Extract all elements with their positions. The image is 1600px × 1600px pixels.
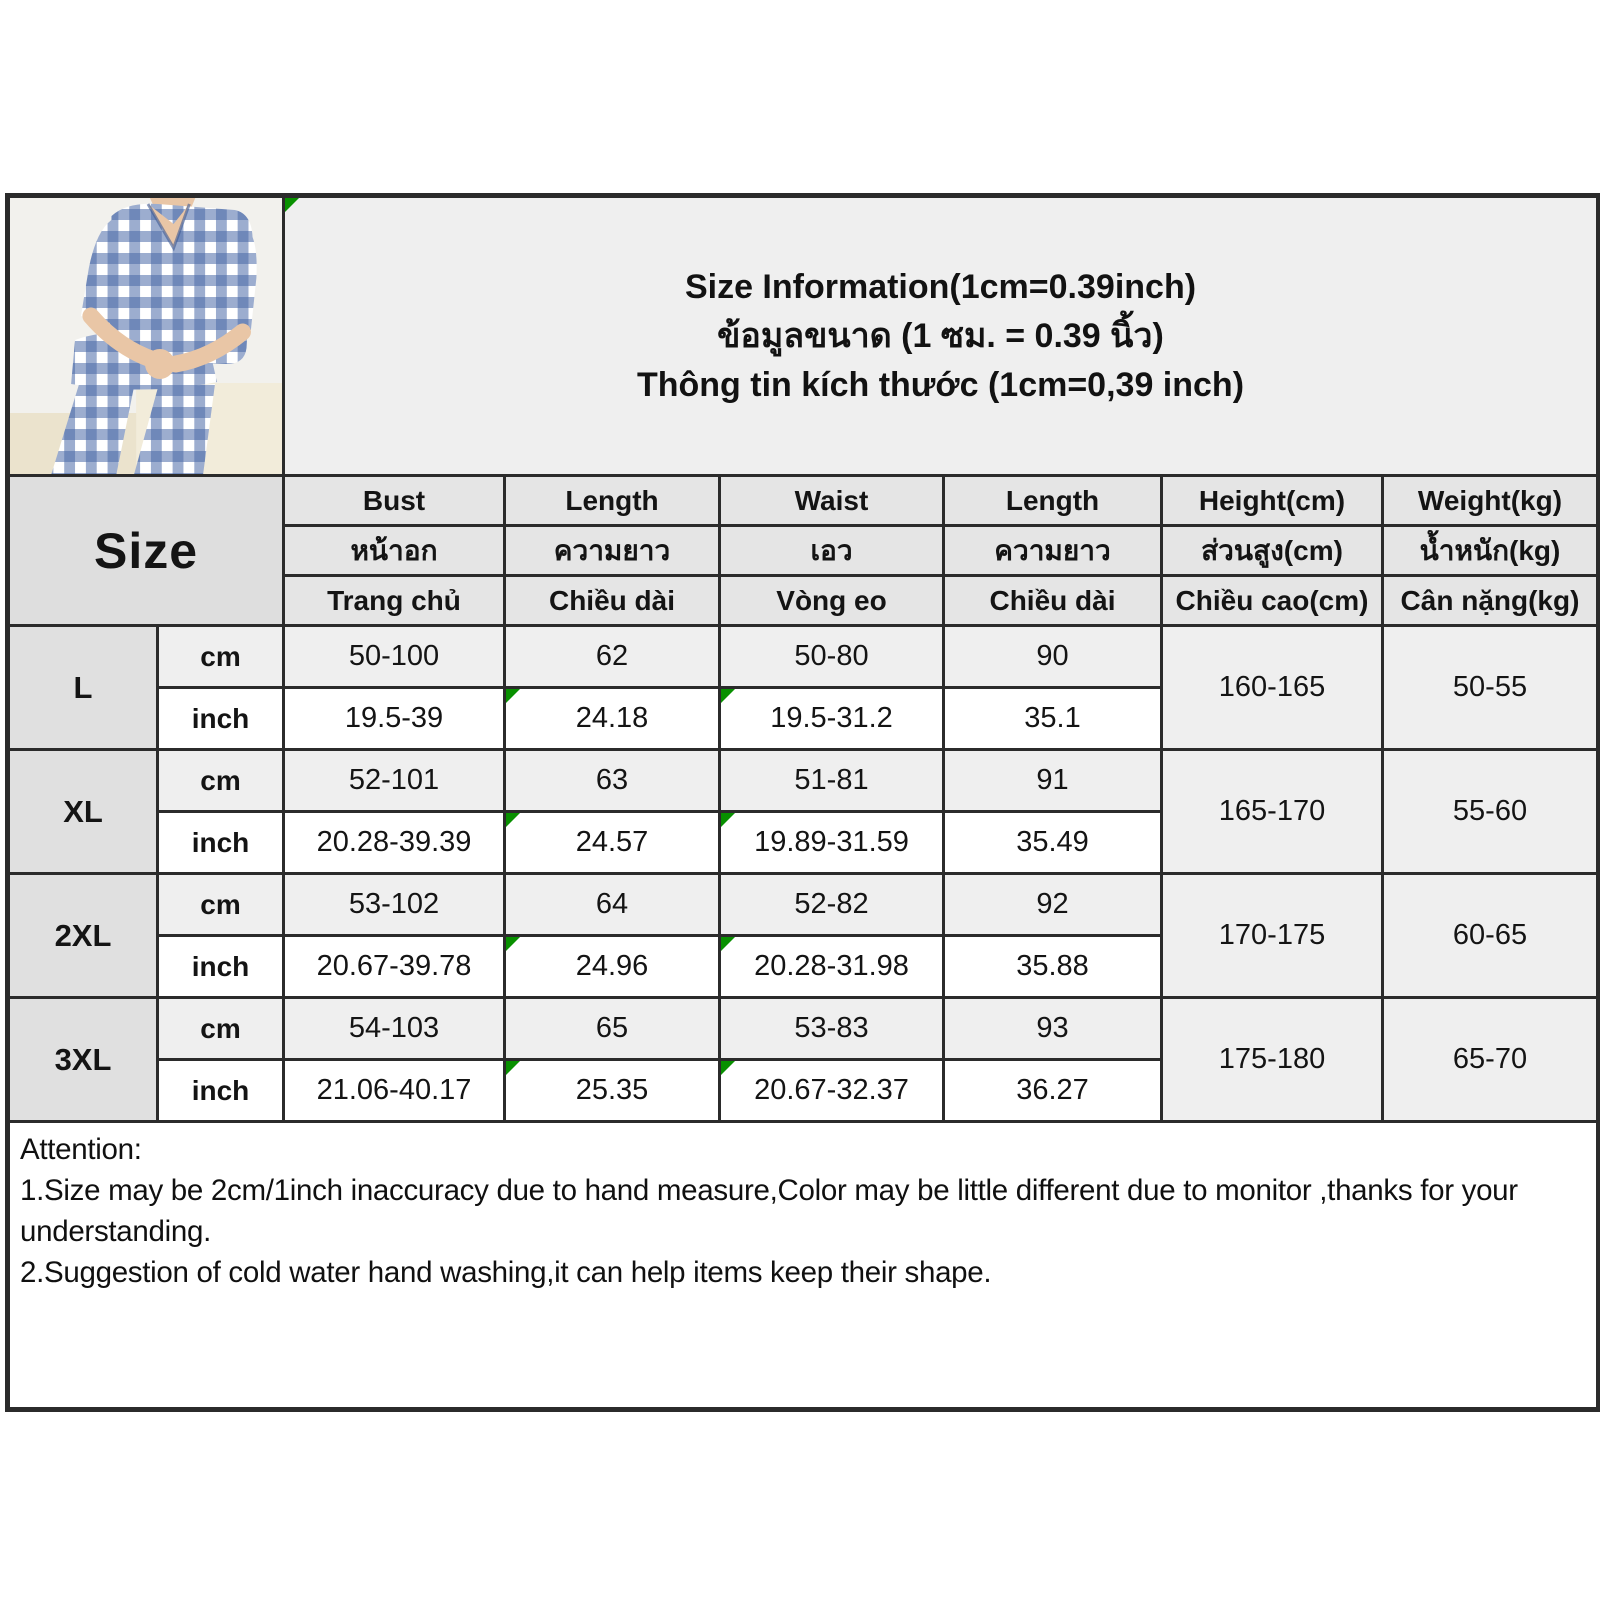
- row-XL-cm: [8, 750, 1599, 812]
- cell-value: 19.5-31.2: [770, 702, 893, 734]
- cell-waist-inch: [720, 812, 944, 874]
- col-header-length2-en: Length: [944, 476, 1162, 526]
- excel-marker-icon: [721, 689, 735, 703]
- cell-bust-cm: 53-102: [284, 874, 505, 936]
- row-L-cm: [8, 626, 1599, 688]
- cell-length-cm: 64: [505, 874, 720, 936]
- cell-bust-inch: 20.28-39.39: [284, 812, 505, 874]
- cell-height: 170-175: [1162, 874, 1383, 998]
- cell-value: 24.57: [575, 826, 649, 858]
- cell-bust-cm: 50-100: [284, 626, 505, 688]
- pajama-model-illustration: [10, 198, 282, 474]
- unit-label-inch: inch: [158, 688, 284, 750]
- cell-weight: 55-60: [1383, 750, 1599, 874]
- col-header-length2-th: ความยาว: [944, 526, 1162, 576]
- cell-length-inch: [505, 688, 720, 750]
- cell-value: 24.18: [575, 702, 649, 734]
- col-header-weight-vi: Cân nặng(kg): [1383, 576, 1599, 626]
- cell-height: 160-165: [1162, 626, 1383, 750]
- cell-length-cm: 62: [505, 626, 720, 688]
- col-header-length2-vi: Chiều dài: [944, 576, 1162, 626]
- size-chart-sheet: [5, 193, 1596, 1412]
- col-header-weight-en: Weight(kg): [1383, 476, 1599, 526]
- col-header-waist-vi: Vòng eo: [720, 576, 944, 626]
- product-photo: [8, 196, 284, 476]
- cell-length-inch: [505, 936, 720, 998]
- cell-weight: 65-70: [1383, 998, 1599, 1122]
- col-header-bust-th: หน้าอก: [284, 526, 505, 576]
- cell-bust-inch: 20.67-39.78: [284, 936, 505, 998]
- excel-marker-icon: [506, 813, 520, 827]
- attention-row: [8, 1122, 1599, 1410]
- cell-bust-cm: 54-103: [284, 998, 505, 1060]
- col-header-length-en: Length: [505, 476, 720, 526]
- attention-heading: Attention:: [20, 1133, 142, 1166]
- excel-marker-icon: [721, 813, 735, 827]
- row-3XL-cm: [8, 998, 1599, 1060]
- cell-waist-cm: 53-83: [720, 998, 944, 1060]
- unit-label-cm: cm: [158, 874, 284, 936]
- excel-marker-icon: [721, 1061, 735, 1075]
- cell-length-inch: [505, 1060, 720, 1122]
- size-info-title-th: ข้อมูลขนาด (1 ซม. = 0.39 นิ้ว): [717, 316, 1164, 355]
- unit-label-inch: inch: [158, 936, 284, 998]
- col-header-height-vi: Chiều cao(cm): [1162, 576, 1383, 626]
- cell-length2-inch: 35.1: [944, 688, 1162, 750]
- size-label: 3XL: [8, 998, 158, 1122]
- size-label: 2XL: [8, 874, 158, 998]
- col-header-height-th: ส่วนสูง(cm): [1162, 526, 1383, 576]
- cell-waist-inch: [720, 936, 944, 998]
- cell-waist-cm: 50-80: [720, 626, 944, 688]
- header-row-en: [8, 476, 1599, 526]
- unit-label-inch: inch: [158, 1060, 284, 1122]
- cell-length-inch: [505, 812, 720, 874]
- cell-waist-inch: [720, 1060, 944, 1122]
- cell-length2-inch: 35.88: [944, 936, 1162, 998]
- cell-bust-cm: 52-101: [284, 750, 505, 812]
- size-label: L: [8, 626, 158, 750]
- unit-label-cm: cm: [158, 998, 284, 1060]
- unit-label-inch: inch: [158, 812, 284, 874]
- attention-note-2: 2.Suggestion of cold water hand washing,it can help items keep their shape.: [20, 1256, 992, 1289]
- cell-length2-inch: 35.49: [944, 812, 1162, 874]
- col-header-height-en: Height(cm): [1162, 476, 1383, 526]
- col-header-waist-en: Waist: [720, 476, 944, 526]
- cell-height: 165-170: [1162, 750, 1383, 874]
- excel-marker-icon: [506, 937, 520, 951]
- cell-length-cm: 65: [505, 998, 720, 1060]
- cell-weight: 50-55: [1383, 626, 1599, 750]
- excel-marker-icon: [506, 1061, 520, 1075]
- cell-length2-inch: 36.27: [944, 1060, 1162, 1122]
- attention-note-1: 1.Size may be 2cm/1inch inaccuracy due to hand measure,Color may be little different due to monitor ,thanks for your understanding.: [20, 1174, 1518, 1248]
- excel-marker-icon: [721, 937, 735, 951]
- cell-value: 20.67-32.37: [754, 1074, 909, 1106]
- media-title-row: [8, 196, 1599, 476]
- cell-value: 24.96: [575, 950, 649, 982]
- size-label: XL: [8, 750, 158, 874]
- cell-length2-cm: 93: [944, 998, 1162, 1060]
- cell-weight: 60-65: [1383, 874, 1599, 998]
- cell-waist-cm: 51-81: [720, 750, 944, 812]
- unit-label-cm: cm: [158, 626, 284, 688]
- col-header-waist-th: เอว: [720, 526, 944, 576]
- size-header-cell: Size: [8, 476, 284, 626]
- size-info-title-vi: Thông tin kích thước (1cm=0,39 inch): [636, 365, 1245, 404]
- cell-bust-inch: 21.06-40.17: [284, 1060, 505, 1122]
- cell-height: 175-180: [1162, 998, 1383, 1122]
- col-header-bust-en: Bust: [284, 476, 505, 526]
- size-table: [5, 193, 1600, 1412]
- col-header-length-th: ความยาว: [505, 526, 720, 576]
- cell-value: 25.35: [575, 1074, 649, 1106]
- cell-value: 20.28-31.98: [754, 950, 909, 982]
- cell-value: 19.89-31.59: [754, 826, 909, 858]
- size-info-title-block: [284, 196, 1599, 476]
- col-header-bust-vi: Trang chủ: [284, 576, 505, 626]
- excel-marker-icon: [506, 689, 520, 703]
- cell-bust-inch: 19.5-39: [284, 688, 505, 750]
- cell-length2-cm: 91: [944, 750, 1162, 812]
- attention-section: [8, 1122, 1599, 1410]
- cell-length2-cm: 90: [944, 626, 1162, 688]
- cell-waist-inch: [720, 688, 944, 750]
- col-header-length-vi: Chiều dài: [505, 576, 720, 626]
- cell-waist-cm: 52-82: [720, 874, 944, 936]
- cell-length-cm: 63: [505, 750, 720, 812]
- col-header-weight-th: น้ำหนัก(kg): [1383, 526, 1599, 576]
- cell-length2-cm: 92: [944, 874, 1162, 936]
- size-info-title-en: Size Information(1cm=0.39inch): [684, 267, 1197, 306]
- excel-marker-icon: [285, 198, 299, 212]
- unit-label-cm: cm: [158, 750, 284, 812]
- row-2XL-cm: [8, 874, 1599, 936]
